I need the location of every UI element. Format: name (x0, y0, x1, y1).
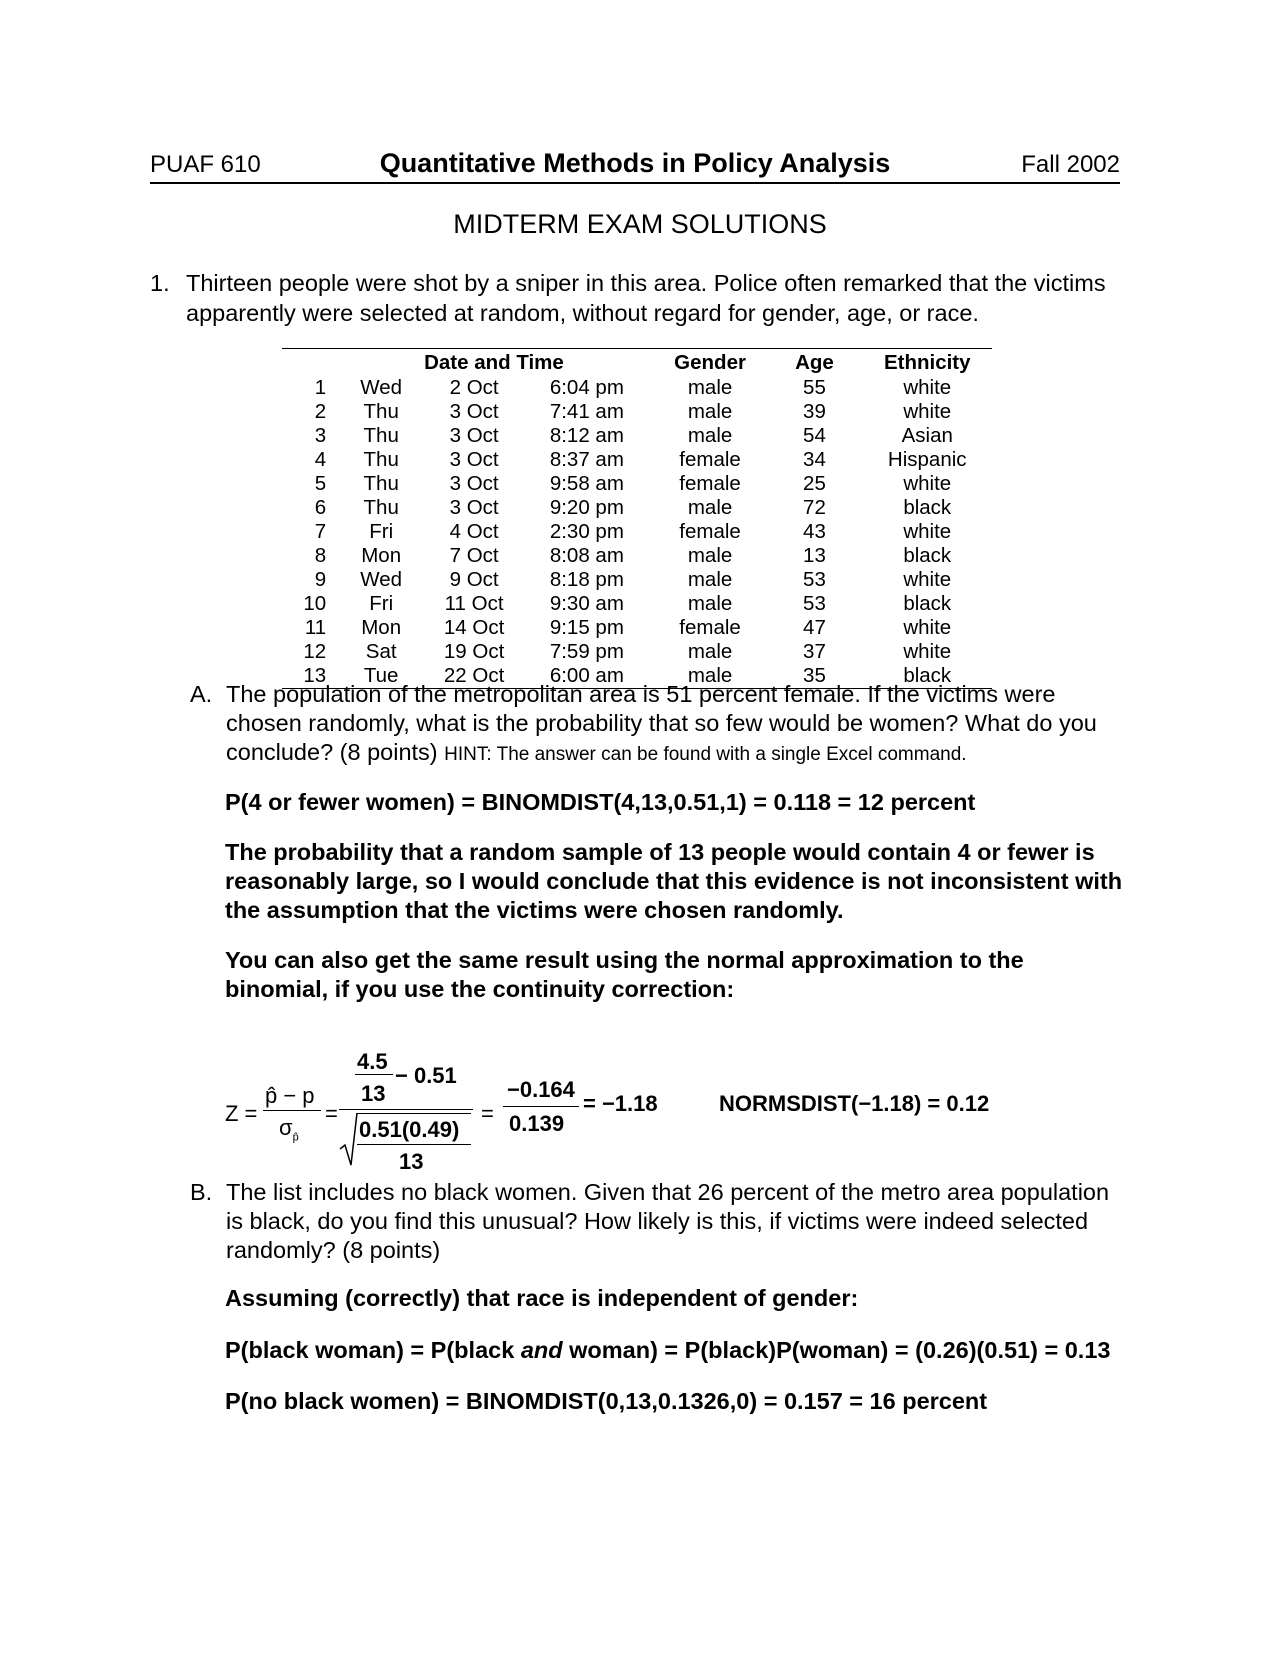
term: Fall 2002 (1021, 151, 1120, 178)
sqrt-sign-icon (339, 1111, 359, 1167)
row-age: 25 (803, 472, 826, 495)
table-row (282, 448, 992, 472)
row-time: 7:59 pm (549, 640, 624, 663)
row-day: Mon (361, 616, 402, 639)
row-date: 3 Oct (449, 472, 499, 495)
row-ethnicity: white (903, 640, 952, 663)
row-date: 9 Oct (449, 568, 499, 591)
table-row (282, 424, 992, 448)
row-age: 34 (803, 448, 826, 471)
row-gender: female (679, 520, 741, 543)
row-time: 8:08 am (549, 544, 624, 567)
row-number: 2 (314, 400, 327, 423)
part-b-text: The list includes no black women. Given that 26 percent of the metro area population is black, do you find this unusual? How likely is this, if victims were indeed selected randomly? (8 points) (226, 1179, 1110, 1263)
formula-fraction-line-3 (503, 1106, 579, 1107)
answer-b-binomdist: P(no black women) = BINOMDIST(0,13,0.1326,0) = 0.157 = 16 percent (225, 1388, 988, 1414)
row-time: 8:37 am (549, 448, 624, 471)
row-date: 14 Oct (443, 616, 505, 639)
row-day: Tue (334, 664, 428, 689)
part-b-letter: B. (190, 1179, 213, 1205)
course-title: Quantitative Methods in Policy Analysis (379, 148, 891, 178)
row-date: 19 Oct (443, 640, 505, 663)
row-gender: male (687, 592, 733, 615)
table-row (282, 376, 992, 400)
row-day: Sat (365, 640, 397, 663)
header-age: Age (766, 349, 862, 377)
row-date: 3 Oct (449, 496, 499, 519)
exam-title: MIDTERM EXAM SOLUTIONS (453, 209, 827, 239)
row-gender: male (687, 424, 733, 447)
table-row (282, 640, 992, 664)
row-ethnicity: white (903, 568, 952, 591)
header-ethnicity: Ethnicity (862, 349, 992, 377)
row-age: 53 (803, 568, 826, 591)
formula-fraction-line-1 (263, 1110, 321, 1111)
row-gender: female (679, 448, 741, 471)
row-day: Thu (363, 496, 399, 519)
row-age: 35 (766, 664, 862, 689)
row-date: 7 Oct (449, 544, 499, 567)
row-number: 1 (314, 376, 327, 399)
row-age: 37 (803, 640, 826, 663)
row-number: 7 (314, 520, 327, 543)
victims-table (282, 348, 992, 689)
row-date: 22 Oct (428, 664, 520, 689)
row-time: 9:30 am (549, 592, 624, 615)
row-number: 11 (304, 616, 327, 639)
formula-sigma: $\sigma_{p̂}$ (279, 1115, 299, 1144)
row-ethnicity: Hispanic (887, 448, 967, 471)
table-row (282, 520, 992, 544)
formula-denominator-2: 0.139 (509, 1111, 565, 1136)
row-day: Fri (369, 592, 394, 615)
formula-fraction-line-sqrt (357, 1144, 471, 1145)
row-ethnicity: black (903, 496, 952, 519)
row-date: 3 Oct (449, 448, 499, 471)
formula-fraction-line-inner (355, 1074, 393, 1075)
table-row (282, 592, 992, 616)
table-row (282, 472, 992, 496)
row-age: 13 (803, 544, 826, 567)
answer-a-normal-approx: You can also get the same result using the normal approximation to the binomial, if you use the continuity correction: (225, 947, 1024, 1002)
row-day: Thu (363, 472, 399, 495)
formula-minus-051: − 0.51 (395, 1063, 457, 1088)
formula-4-5: 4.5 (357, 1049, 388, 1074)
row-ethnicity: white (903, 376, 952, 399)
row-number: 6 (314, 496, 327, 519)
course-code: PUAF 610 (150, 151, 261, 178)
row-gender: male (687, 496, 733, 519)
row-gender: male (687, 568, 733, 591)
row-day: Wed (360, 376, 403, 399)
row-time: 6:00 am (520, 664, 654, 689)
row-number: 12 (303, 640, 327, 663)
row-time: 7:41 am (549, 400, 624, 423)
row-date: 3 Oct (449, 424, 499, 447)
row-ethnicity: black (862, 664, 992, 689)
row-time: 6:04 pm (549, 376, 624, 399)
row-age: 72 (803, 496, 826, 519)
row-gender: female (679, 472, 741, 495)
row-gender: female (679, 616, 741, 639)
row-number: 10 (303, 592, 327, 615)
part-a-text: The population of the metropolitan area is 51 percent female. If the victims were chosen randomly, what is the probability that so few would be women? What do you conclude? (8 points) (226, 681, 1097, 765)
row-ethnicity: Asian (901, 424, 953, 447)
formula-normsdist: NORMSDIST(−1.18) = 0.12 (719, 1091, 990, 1116)
row-day: Thu (363, 400, 399, 423)
row-number: 13 (282, 664, 334, 689)
part-b-question (190, 1178, 1130, 1265)
row-gender: male (687, 376, 733, 399)
row-ethnicity: white (903, 400, 952, 423)
row-ethnicity: white (903, 520, 952, 543)
row-ethnicity: white (903, 472, 952, 495)
sqrt-vinculum (357, 1113, 471, 1114)
question-number: 1. (150, 270, 170, 296)
formula-fraction-line-2 (339, 1109, 473, 1110)
row-number: 4 (314, 448, 327, 471)
question-1 (150, 268, 1130, 328)
page-header (150, 148, 1120, 184)
row-gender: male (687, 544, 733, 567)
row-time: 8:18 pm (549, 568, 624, 591)
answer-b-assumption: Assuming (correctly) that race is independent of gender: (225, 1285, 859, 1311)
row-day: Mon (361, 544, 402, 567)
formula-phat-minus-p: p̂ − p (265, 1083, 315, 1108)
row-day: Fri (369, 520, 394, 543)
formula-equals-1: = (325, 1101, 338, 1126)
row-time: 9:58 am (549, 472, 624, 495)
row-date: 3 Oct (449, 400, 499, 423)
row-day: Wed (360, 568, 403, 591)
row-age: 43 (803, 520, 826, 543)
table-row (282, 496, 992, 520)
row-age: 54 (803, 424, 826, 447)
table-header-row (282, 349, 992, 377)
row-number: 3 (314, 424, 327, 447)
row-number: 5 (314, 472, 327, 495)
row-gender: male (687, 640, 733, 663)
row-day: Thu (363, 424, 399, 447)
row-age: 39 (803, 400, 826, 423)
formula-result: = −1.18 (583, 1091, 658, 1116)
table-row (282, 616, 992, 640)
row-age: 55 (803, 376, 826, 399)
row-time: 2:30 pm (549, 520, 624, 543)
question-text: Thirteen people were shot by a sniper in this area. Police often remarked that the victims apparently were selected at random, without regard for gender, age, or race. (186, 270, 1106, 326)
row-number: 9 (314, 568, 327, 591)
row-date: 2 Oct (449, 376, 499, 399)
part-a-question (190, 680, 1130, 769)
header-gender: Gender (654, 349, 767, 377)
part-a-letter: A. (190, 681, 213, 707)
row-date: 11 Oct (444, 592, 504, 615)
formula-numerator-2: −0.164 (507, 1077, 575, 1102)
table-row (282, 544, 992, 568)
row-gender: male (654, 664, 767, 689)
answer-b-black-woman: P(black woman) = P(black and woman) = P(black)P(woman) = (0.26)(0.51) = 0.13 (225, 1337, 1111, 1363)
formula-sqrt-denominator: 13 (399, 1149, 424, 1174)
row-age: 53 (803, 592, 826, 615)
formula-z: Z = (225, 1101, 258, 1126)
formula-equals-2: = (481, 1101, 494, 1126)
formula-13a: 13 (361, 1081, 386, 1106)
row-ethnicity: black (903, 544, 952, 567)
row-ethnicity: white (903, 616, 952, 639)
row-time: 8:12 am (549, 424, 624, 447)
table-row (282, 568, 992, 592)
row-date: 4 Oct (449, 520, 499, 543)
answer-a-binomdist: P(4 or fewer women) = BINOMDIST(4,13,0.51,1) = 0.118 = 12 percent (225, 789, 976, 815)
row-age: 47 (803, 616, 826, 639)
table-row (282, 400, 992, 424)
hint-text: HINT: The answer can be found with a single Excel command. (444, 744, 967, 765)
row-ethnicity: black (903, 592, 952, 615)
row-number: 8 (314, 544, 327, 567)
row-gender: male (687, 400, 733, 423)
answer-a-conclusion: The probability that a random sample of 13 people would contain 4 or fewer is reasonably large, so I would conclude that this evidence is not inconsistent with the assumption that the victims were chosen randomly. (225, 839, 1123, 923)
row-time: 9:15 pm (549, 616, 624, 639)
header-date-time: Date and Time (334, 349, 653, 377)
row-day: Thu (363, 448, 399, 471)
formula-sqrt-numerator: 0.51(0.49) (359, 1117, 460, 1142)
row-time: 9:20 pm (549, 496, 624, 519)
